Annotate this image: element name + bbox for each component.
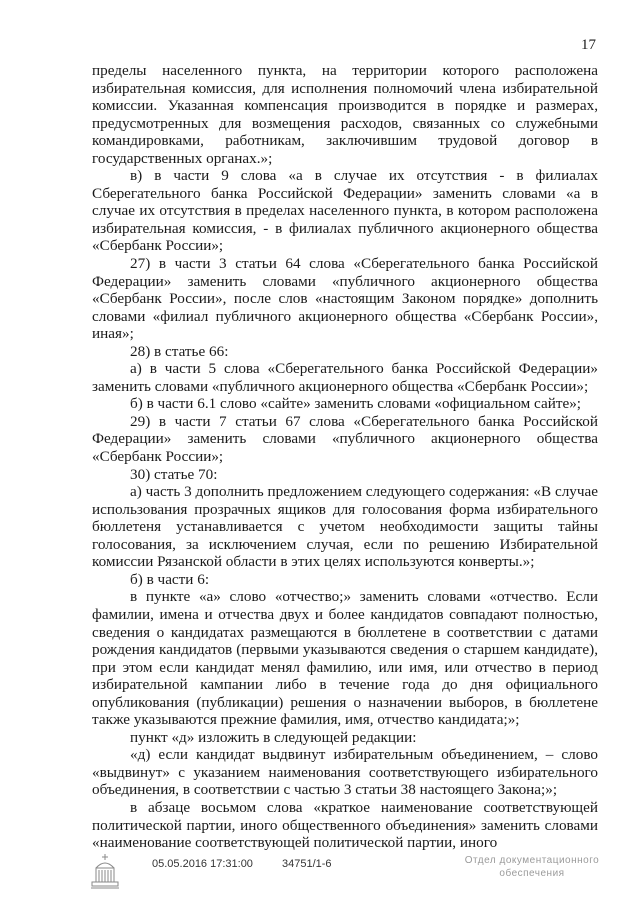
paragraph: б) в части 6.1 слово «сайте» заменить словами «официальном сайте»;: [130, 395, 582, 413]
paragraph: в пункте «а» слово «отчество;» заменить словами «отчество. Если фамилии, имена и отчества двух и более кандидатов совпадают полностью, сведения о кандидатах размещаются в бюллетене в соответствии с датами рождения кандидатов (первыми указываются сведения о старшем кандидате), при этом если кандидат менял фамилию, или имя, или отчество в период избирательной кампании либо в течение года до дня официального опубликования (публикации) решения о назначении выборов, в бюллетене также указываются прежние фамилия, имя, отчество кандидата;»;: [92, 588, 598, 729]
document-body: [92, 62, 598, 852]
building-emblem-icon: [90, 852, 120, 890]
paragraph: а) часть 3 дополнить предложением следующего содержания: «В случае использования прозрачных ящиков для голосования форма избирательного бюллетеня устанавливается с учетом необходимости защиты тайны голосования, за исключением случая, если по решению Избирательной комиссии Рязанской области в этих целях используются конверты.»;: [92, 483, 598, 571]
footer-doc-code: 34751/1-6: [282, 858, 332, 870]
paragraph: 30) статье 70:: [130, 465, 218, 483]
paragraph: в абзаце восьмом слова «краткое наименование соответствующей политической партии, иного общественного объединения» заменить словами «наименование соответствующей политической партии, иного: [92, 798, 598, 852]
page-number: 17: [581, 37, 596, 53]
paragraph: б) в части 6:: [130, 570, 210, 588]
paragraph: пределы населенного пункта, на территории которого расположена избирательная комиссия, для исполнения полномочий члена избирательной комиссии. Указанная компенсация производится в порядке и размерах, предусмотренных для возмещения расходов, связанных со служебными командировками, работникам, заключившим трудовой договор в государственных органах.»;: [92, 62, 598, 167]
footer-datetime: 05.05.2016 17:31:00: [152, 858, 253, 870]
paragraph: 27) в части 3 статьи 64 слова «Сберегательного банка Российской Федерации» заменить словами «публичного акционерного общества «Сбербанк России», после слов «настоящим Законом порядке» дополнить словами «филиал публичного акционерного общества «Сбербанк России», иная»;: [92, 255, 598, 343]
page-footer: [0, 848, 640, 905]
paragraph: пункт «д» изложить в следующей редакции:: [130, 728, 417, 746]
paragraph: 28) в статье 66:: [130, 342, 229, 360]
paragraph: а) в части 5 слова «Сберегательного банка Российской Федерации» заменить словами «публичного акционерного общества «Сбербанк России»;: [92, 360, 598, 395]
paragraph: в) в части 9 слова «а в случае их отсутствия - в филиалах Сберегательного банка Российской Федерации» заменить словами «а в случае их отсутствия в пределах населенного пункта, в котором расположена избирательная комиссия, - в филиалах публичного акционерного общества «Сбербанк России»;: [92, 167, 598, 255]
footer-stamp: [452, 854, 612, 880]
footer-stamp-line2: обеспечения: [499, 868, 565, 879]
paragraph: 29) в части 7 статьи 67 слова «Сберегательного банка Российской Федерации» заменить словами «публичного акционерного общества «Сбербанк России»;: [92, 412, 598, 466]
paragraph: «д) если кандидат выдвинут избирательным объединением, – слово «выдвинут» с указанием наименования соответствующего избирательного объединения, в соответствии с частью 3 статьи 38 настоящего Закона;»;: [92, 746, 598, 799]
footer-stamp-line1: Отдел документационного: [464, 855, 600, 866]
